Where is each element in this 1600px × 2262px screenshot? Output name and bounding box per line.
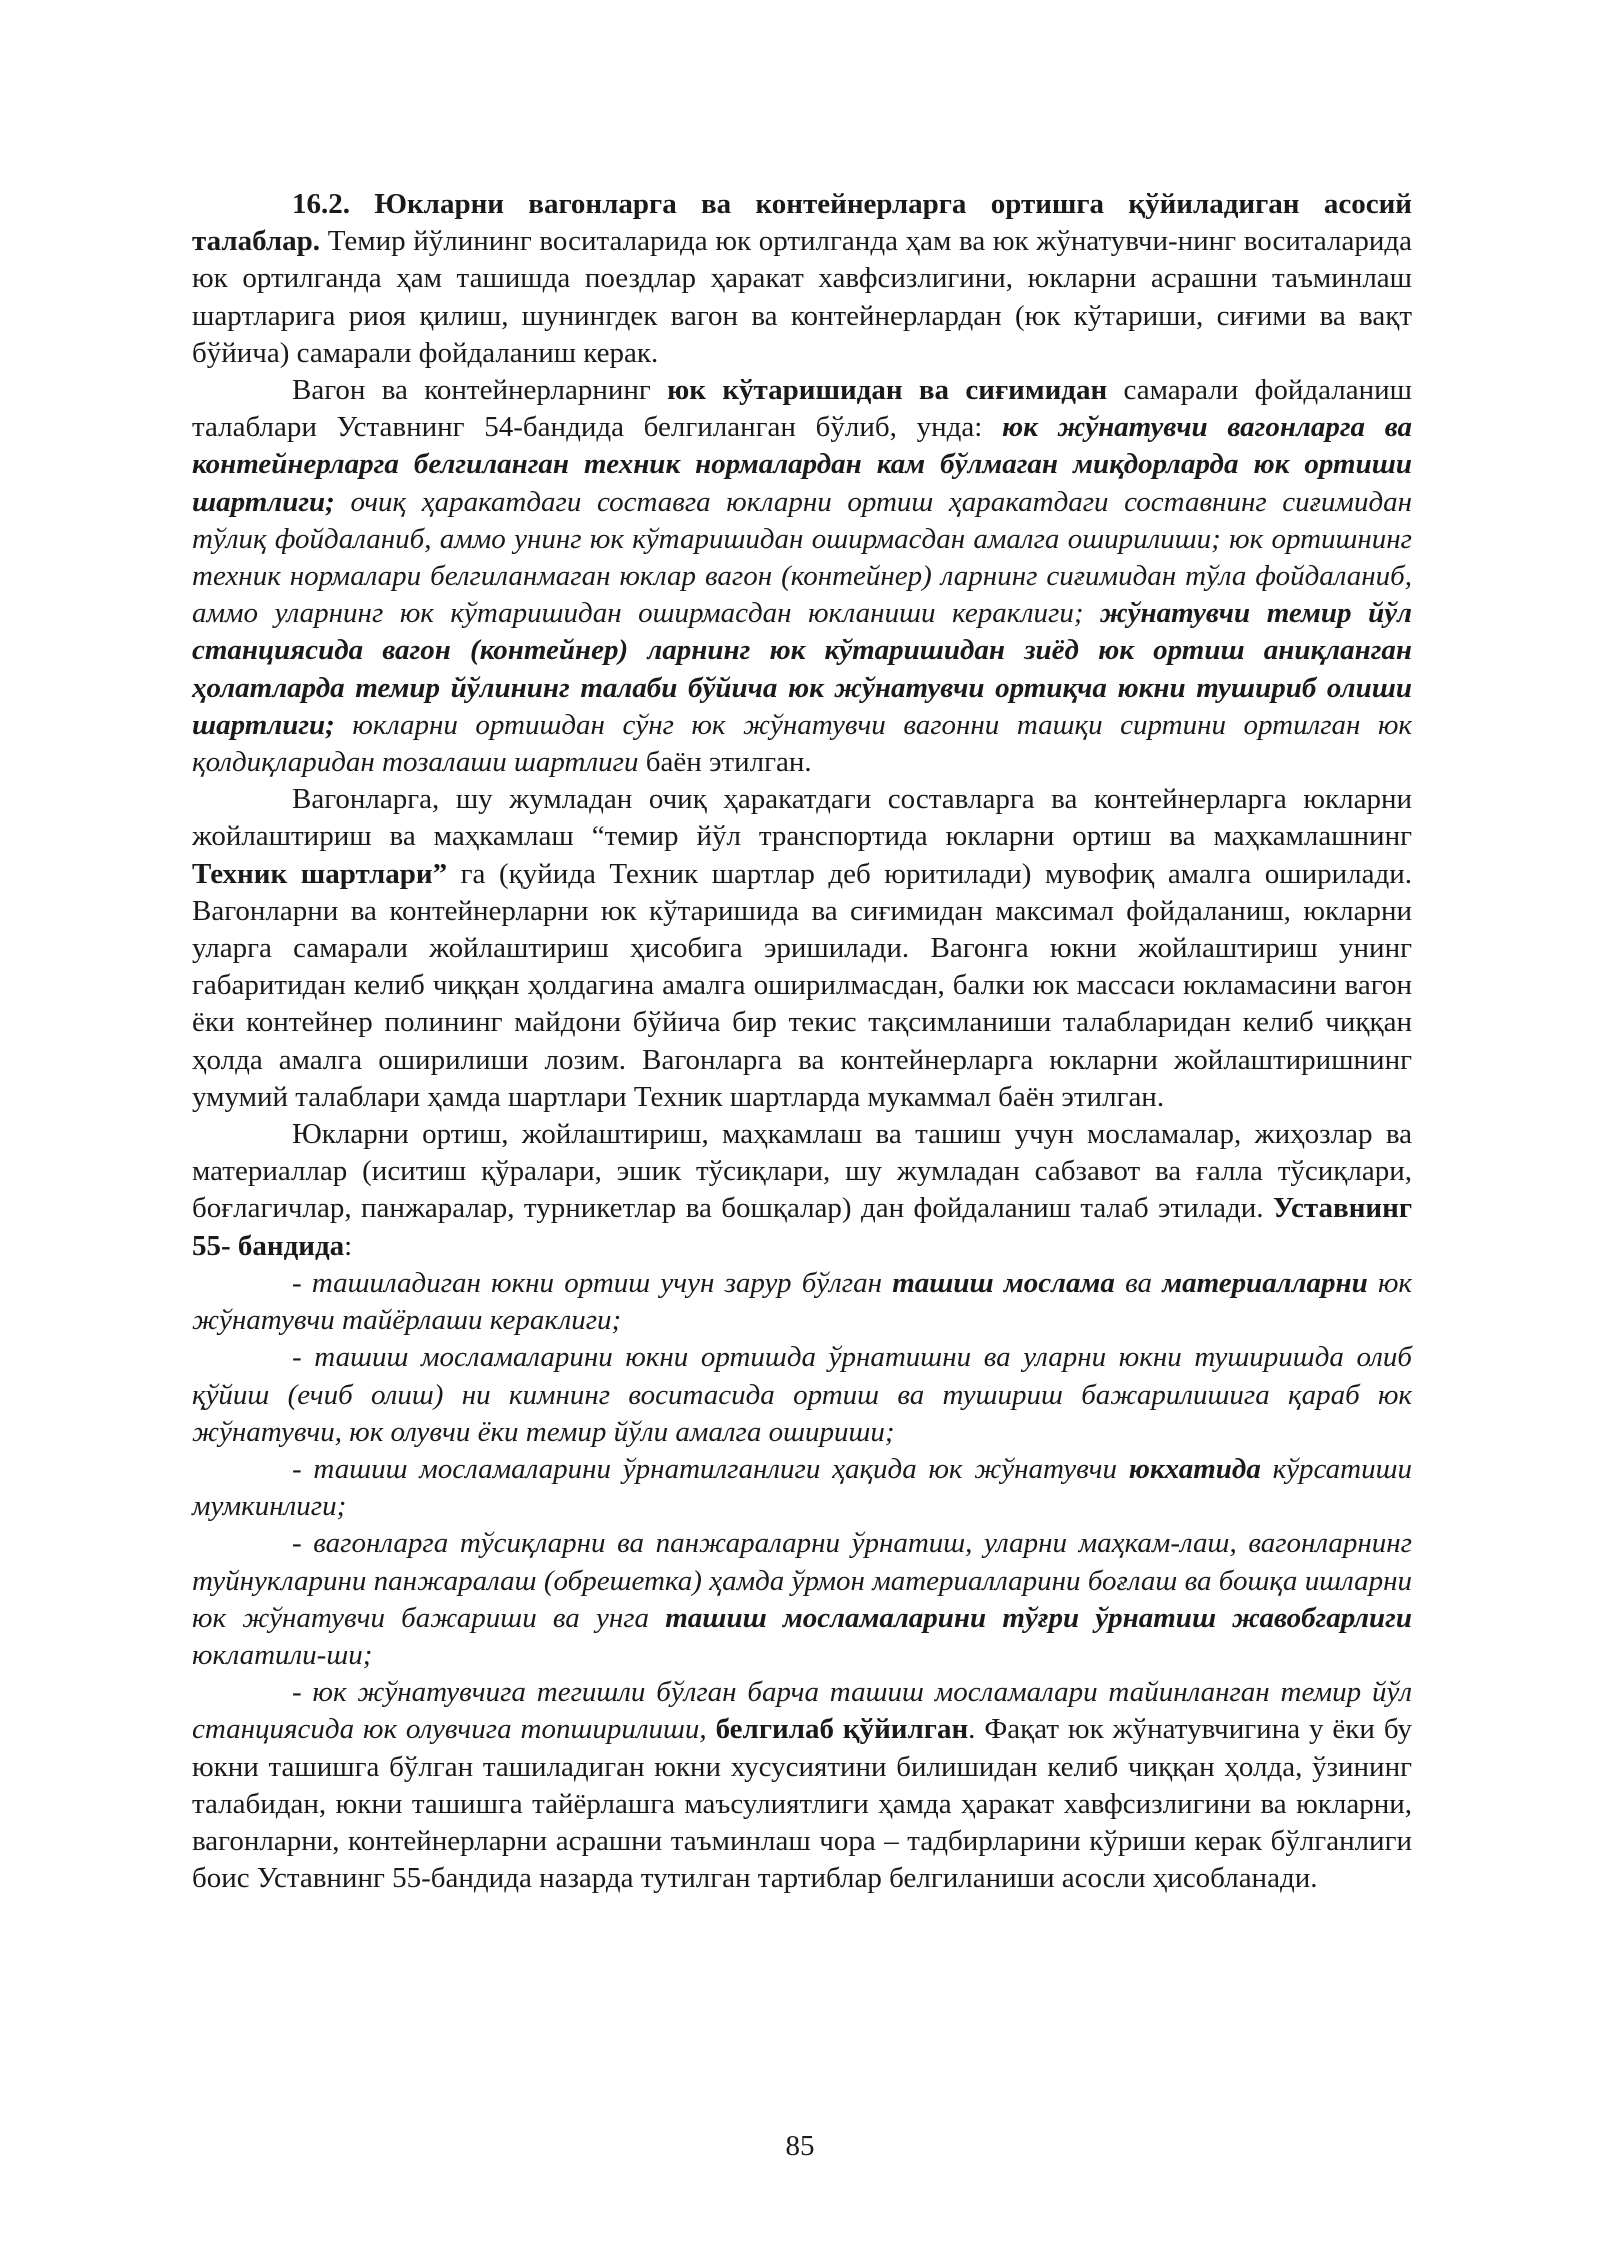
text-run: баён этилган. [638,746,812,779]
text-run: Вагонларга, шу жумладан очиқ ҳаракатдаги составларга ва контейнерларга юкларни жойлаштириш ва маҳкамлаш “темир йўл транспортида юкларни ортиш ва маҳкамлашнинг [192,783,1412,853]
paragraph-capacity [192,372,1412,781]
paragraph-intro [192,186,1412,372]
text-run: Темир йўлининг воситаларида юк ортилганда ҳам ва юк жўнатувчи-нинг воситаларида юк ортилганда ҳам ташишда поездлар ҳаракат хавфсизлигини, юкларни асрашни таъминлаш шартларига риоя қилиш, шунингдек вагон ва контейнерлардан (юк кўтариши, сиғими ва вақт бўйича) самарали фойдаланиш керак. [192,225,1412,369]
list-item-3 [192,1451,1412,1525]
bold-text: белгилаб қўйилган [715,1713,969,1746]
italic-text: очиқ ҳаракатдаги составга юкларни ортиш ҳаракатдаги составнинг сиғимидан тўлиқ фойдаланиб, аммо унинг юк кўтаришидан оширмасдан амалга оширилиши; юк ортишнинг техник нормалари белгиланмаган юклар вагон (контейнер) ларнинг сиғимидан тўла фойдаланиб, аммо уларнинг юк кўтаришидан оширмасдан юкланиши кераклиги; [192,485,1412,630]
text-run: Вагон ва контейнерларнинг [292,374,668,407]
text-run: га (қуйида Техник шартлар деб юритилади) мувофиқ амалга оширилади. Вагонларни ва контейнерларни юк кўтаришида ва сиғимидан максимал фойдаланиш, юкларни уларга самарали жойлаштириш ҳисобига эришилади. Вагонга юкни жойлаштириш унинг габаритидан келиб чиққан ҳолдагина амалга оширилмасдан, балки юк массаси юкламасини вагон ёки контейнер полининг майдони бўйича бир текис тақсимланиши талабларидан келиб чиққан ҳолда амалга оширилиши лозим. Вагонларга ва контейнерларга юкларни жойлаштиришнинг умумий талаблари ҳамда шартлари Техник шартларда мукаммал баён этилган. [192,857,1412,1113]
text-run: . Фақат юк жўнатувчигина у ёки бу юкни ташишга бўлган ташиладиган юкни хусусиятини билишидан келиб чиққан ҳолда, ўзининг талабидан, юкни ташишга тайёрлашга маъсулиятлиги ҳамда ҳаракат хавфсизлигини ва юкларни, вагонларни, контейнерларни асрашни таъминлаш чора – тадбирларини кўриши керак бўлганлиги боис Уставнинг 55-бандида назарда тутилган тартиблар белгиланиши асосли ҳисобланади. [192,1713,1412,1895]
text-run: самарали фойдаланиш талаблари Уставнинг 54-бандида белгиланган бўлиб, унда: [192,374,1412,444]
italic-text: юк жўнатувчи тайёрлаши кераклиги; [192,1266,1413,1337]
italic-text: кўрсатиши мумкинлиги; [192,1452,1412,1523]
bold-italic-text: ташиш мосламаларини тўғри ўрнатиш жавобгарлиги [665,1601,1413,1634]
list-item-1 [192,1265,1412,1339]
italic-text: ва [1114,1266,1163,1299]
bold-text: Уставнинг 55- бандида [192,1192,1412,1262]
text-run: : [344,1229,353,1262]
italic-text: юклатили-ши; [192,1638,373,1671]
paragraph-placement [192,781,1412,1116]
bold-text: 16.2. Юкларни вагонларга ва контейнерларга ортишга қўйиладиган асосий талаблар. [192,188,1412,258]
bold-italic-text: ташиш мослама [892,1266,1115,1299]
bold-italic-text: жўнатувчи темир йўл станциясида вагон (контейнер) ларнинг юк кўтаришидан зиёд юк ортиш аниқланган ҳолатларда темир йўлининг талаби бўйича юк жўнатувчи ортиқча юкни тушириб олиши шартлиги; [192,597,1412,741]
list-item-4 [192,1525,1412,1674]
italic-text: - юк жўнатувчига тегишли бўлган барча ташиш мосламалари тайинланган темир йўл станциясида юк олувчига топширилиши, [192,1676,1412,1746]
italic-text: - ташиш мосламаларини юкни ортишда ўрнатишни ва уларни юкни туширишда олиб қўйиш (ечиб олиш) ни кимнинг воситасида ортиш ва тушириш бажарилишига қараб юк жўнатувчи, юк олувчи ёки темир йўли амалга ошириши; [192,1341,1412,1448]
bold-italic-text: материалларни [1162,1266,1368,1299]
document-body [192,186,1412,1897]
italic-text: - ташиш мосламаларини ўрнатилганлиги ҳақида юк жўнатувчи [292,1452,1129,1485]
text-run: Юкларни ортиш, жойлаштириш, маҳкамлаш ва ташиш учун мосламалар, жиҳозлар ва материаллар (иситиш қўралари, эшик тўсиқлари, шу жумладан сабзавот ва ғалла тўсиқлари, боғлагичлар, панжаралар, турникетлар ва бошқалар) дан фойдаланиш талаб этилади. [192,1118,1412,1225]
paragraph-devices [192,1116,1412,1265]
italic-text: - вагонларга тўсиқларни ва панжараларни ўрнатиш, уларни маҳкам-лаш, вагонларнинг туйнукларини панжаралаш (обрешетка) ҳамда ўрмон материалларини боғлаш ва бошқа ишларни юк жўнатувчи бажариши ва унга [192,1527,1412,1634]
list-item-2 [192,1339,1412,1451]
italic-text: - ташиладиган юкни ортиш учун зарур бўлган [292,1266,893,1299]
page-number: 85 [785,2130,815,2162]
bold-text: юк кўтаришидан ва сиғимидан [667,374,1108,407]
bold-italic-text: юкхатида [1128,1452,1261,1485]
bold-italic-text: юк жўнатувчи вагонларга ва контейнерларга белгиланган техник нормалардан кам бўлмаган миқдорларда юк ортиши шартлиги; [192,411,1412,518]
bold-text: Техник шартлари” [192,857,448,890]
list-item-5 [192,1674,1412,1897]
italic-text: юкларни ортишдан сўнг юк жўнатувчи вагонни ташқи сиртини ортилган юк қолдиқларидан тозалаши шартлиги [192,708,1412,779]
